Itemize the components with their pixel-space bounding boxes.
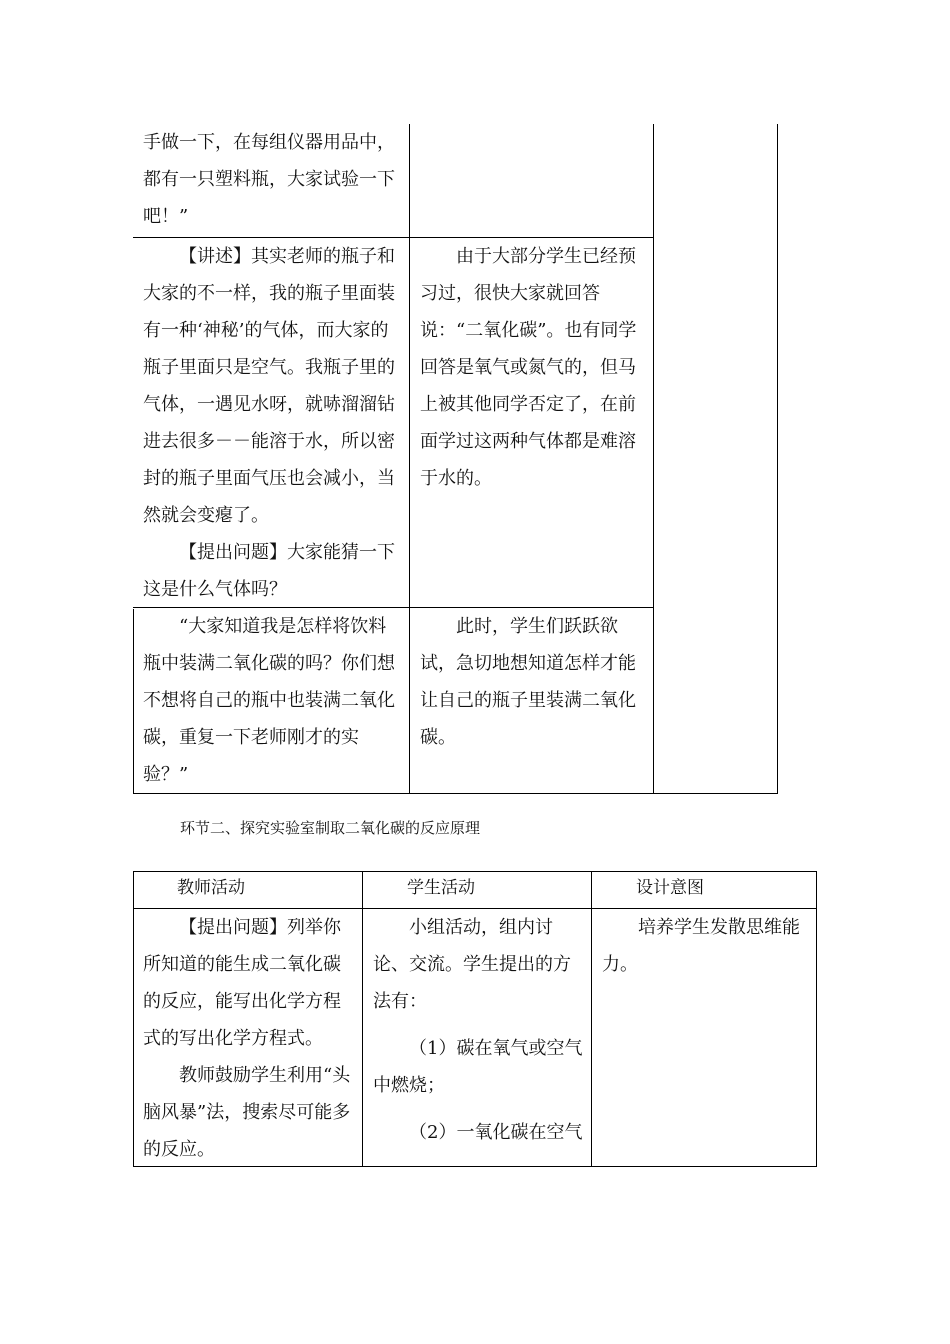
design-text: 培养学生发散思维能力。 [602,917,800,975]
student-text: 小组活动，组内讨论、交流。学生提出的方法有： [373,917,571,1012]
teacher-text: 手做一下，在每组仪器用品中，都有一只塑料瓶，大家试验一下吧！” [143,132,395,227]
student-cell [410,608,653,793]
header-student-activity: 学生活动 [407,878,475,898]
teacher-text: 教师鼓励学生利用“头脑风暴”法，搜索尽可能多的反应。 [143,1065,351,1160]
teacher-cell [133,608,409,793]
design-cell [592,909,816,1166]
teacher-cell [133,124,409,237]
lesson-table-continued [133,124,778,794]
student-text: 由于大部分学生已经预习过，很快大家就回答说：“二氧化碳”。也有同学回答是氧气或氮气的，但马上被其他同学否定了，在前面学过这两种气体都是难溶于水的。 [420,246,637,489]
student-text: 此时，学生们跃跃欲试，急切地想知道怎样才能让自己的瓶子里装满二氧化碳。 [420,616,636,748]
header-teacher-activity: 教师活动 [177,878,245,898]
student-cell [410,238,653,607]
table-border [653,124,654,794]
table-border [133,793,778,794]
table-border [133,1166,817,1167]
teacher-cell [133,238,409,607]
student-cell [363,909,591,1166]
section-heading: 环节二、探究实验室制取二氧化碳的反应原理 [180,819,481,837]
table-border [777,124,778,794]
table-border [816,871,817,1167]
activity-table [133,871,817,1167]
student-method-2: （2）一氧化碳在空气 [409,1122,583,1143]
teacher-text: 【讲述】其实老师的瓶子和大家的不一样，我的瓶子里面装有一种‘神秘’的气体，而大家的瓶子里面只是空气。我瓶子里的气体，一遇见水呀，就哧溜溜钻进去很多－－能溶于水，所以密封的瓶子里面气压也会减小，当然就会变瘪了。 [143,246,395,526]
student-method-1: （1）碳在氧气或空气中燃烧； [373,1038,583,1096]
teacher-text: “大家知道我是怎样将饮料瓶中装满二氧化碳的吗？你们想不想将自己的瓶中也装满二氧化碳，重复一下老师刚才的实验？” [143,616,395,785]
teacher-question: 【提出问题】大家能猜一下这是什么气体吗？ [143,542,395,600]
teacher-question: 【提出问题】列举你所知道的能生成二氧化碳的反应，能写出化学方程式的写出化学方程式。 [143,917,341,1049]
teacher-cell [133,909,362,1166]
header-design-intent: 设计意图 [636,878,704,898]
